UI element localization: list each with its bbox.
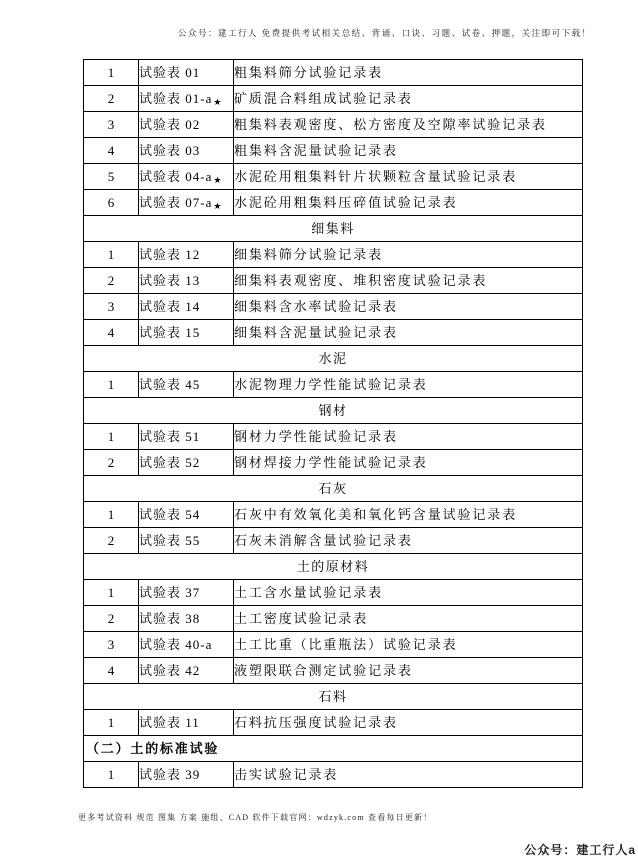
- form-code-text: 试验表 51: [139, 429, 201, 444]
- form-code: [139, 710, 234, 736]
- form-code-text: 试验表 38: [139, 611, 201, 626]
- form-code-text: 试验表 37: [139, 585, 201, 600]
- section-title: 石料: [84, 684, 583, 710]
- row-number: 3: [84, 112, 139, 138]
- table-row: [84, 372, 583, 398]
- row-number: 4: [84, 658, 139, 684]
- table-row: [84, 762, 583, 788]
- section-title: 细集料: [84, 216, 583, 242]
- row-number: 6: [84, 190, 139, 216]
- form-name: 石灰未消解含量试验记录表: [234, 528, 583, 554]
- form-code-text: 试验表 39: [139, 767, 201, 782]
- section-header-row: [84, 554, 583, 580]
- row-number: 1: [84, 372, 139, 398]
- row-number: 2: [84, 450, 139, 476]
- form-code: [139, 762, 234, 788]
- form-code: [139, 606, 234, 632]
- header-notice: 公众号：建工行人 免费提供考试相关总结、背诵、口诀、习题、试卷、押题，关注即可下载！: [178, 28, 592, 38]
- table-body: [84, 60, 583, 788]
- table-row: [84, 424, 583, 450]
- form-code: [139, 372, 234, 398]
- table-row: [84, 86, 583, 112]
- form-name: 土工密度试验记录表: [234, 606, 583, 632]
- form-code-text: 试验表 02: [139, 117, 201, 132]
- form-code: [139, 658, 234, 684]
- form-code: [139, 450, 234, 476]
- form-code: [139, 424, 234, 450]
- form-name: 石灰中有效氧化美和氧化钙含量试验记录表: [234, 502, 583, 528]
- form-name: 细集料含泥量试验记录表: [234, 320, 583, 346]
- table-row: [84, 320, 583, 346]
- form-code: [139, 528, 234, 554]
- form-name: 击实试验记录表: [234, 762, 583, 788]
- table-row: [84, 632, 583, 658]
- part-heading: （二）土的标准试验: [84, 736, 583, 762]
- form-name: 液塑限联合测定试验记录表: [234, 658, 583, 684]
- form-code: [139, 268, 234, 294]
- table-row: [84, 242, 583, 268]
- star-icon: ★: [213, 175, 222, 185]
- form-code-text: 试验表 52: [139, 455, 201, 470]
- form-name: 钢材焊接力学性能试验记录表: [234, 450, 583, 476]
- section-header-row: [84, 398, 583, 424]
- form-name: 水泥物理力学性能试验记录表: [234, 372, 583, 398]
- row-number: 2: [84, 528, 139, 554]
- row-number: 1: [84, 762, 139, 788]
- watermark-label: 公众号：建工行人a: [524, 843, 636, 857]
- row-number: 5: [84, 164, 139, 190]
- form-name: 钢材力学性能试验记录表: [234, 424, 583, 450]
- table-row: [84, 606, 583, 632]
- table-row: [84, 164, 583, 190]
- table-row: [84, 658, 583, 684]
- row-number: 1: [84, 424, 139, 450]
- form-name: 细集料含水率试验记录表: [234, 294, 583, 320]
- section-title: 钢材: [84, 398, 583, 424]
- form-code-text: 试验表 11: [139, 715, 200, 730]
- form-code-text: 试验表 07-a: [139, 195, 213, 210]
- form-code-text: 试验表 03: [139, 143, 201, 158]
- row-number: 4: [84, 320, 139, 346]
- form-name: 细集料筛分试验记录表: [234, 242, 583, 268]
- form-code-text: 试验表 54: [139, 507, 201, 522]
- form-code: [139, 112, 234, 138]
- form-code: [139, 86, 234, 112]
- row-number: 1: [84, 580, 139, 606]
- row-number: 2: [84, 86, 139, 112]
- form-name: 石料抗压强度试验记录表: [234, 710, 583, 736]
- form-name: 粗集料含泥量试验记录表: [234, 138, 583, 164]
- section-title: 水泥: [84, 346, 583, 372]
- table-row: [84, 112, 583, 138]
- form-name: 土工比重（比重瓶法）试验记录表: [234, 632, 583, 658]
- form-name: 土工含水量试验记录表: [234, 580, 583, 606]
- section-header-row: [84, 476, 583, 502]
- form-code-text: 试验表 42: [139, 663, 201, 678]
- form-code: [139, 580, 234, 606]
- form-name: 水泥砼用粗集料压碎值试验记录表: [234, 190, 583, 216]
- table-row: [84, 268, 583, 294]
- table-row: [84, 294, 583, 320]
- row-number: 1: [84, 242, 139, 268]
- form-code-text: 试验表 40-a: [139, 637, 213, 652]
- form-code-text: 试验表 01-a: [139, 91, 213, 106]
- form-name: 粗集料筛分试验记录表: [234, 60, 583, 86]
- form-code: [139, 502, 234, 528]
- star-icon: ★: [213, 97, 222, 107]
- form-code: [139, 138, 234, 164]
- table-row: [84, 450, 583, 476]
- row-number: 1: [84, 60, 139, 86]
- footer-note: 更多考试资料 规范 图集 方案 施组、CAD 软件下载官网：wdzyk.com 查看每日更新！: [78, 813, 433, 822]
- section-header-row: [84, 346, 583, 372]
- form-code-text: 试验表 45: [139, 377, 201, 392]
- row-number: 4: [84, 138, 139, 164]
- form-code: [139, 632, 234, 658]
- section-title: 石灰: [84, 476, 583, 502]
- table-row: [84, 502, 583, 528]
- row-number: 3: [84, 294, 139, 320]
- section-header-row: [84, 684, 583, 710]
- form-name: 水泥砼用粗集料针片状颗粒含量试验记录表: [234, 164, 583, 190]
- row-number: 1: [84, 502, 139, 528]
- form-code: [139, 164, 234, 190]
- form-name: 矿质混合料组成试验记录表: [234, 86, 583, 112]
- form-name: 细集料表观密度、堆积密度试验记录表: [234, 268, 583, 294]
- table-row: [84, 580, 583, 606]
- table-row: [84, 528, 583, 554]
- form-code-text: 试验表 55: [139, 533, 201, 548]
- form-code-text: 试验表 01: [139, 65, 201, 80]
- form-code: [139, 242, 234, 268]
- test-forms-table: [83, 59, 583, 788]
- form-code: [139, 320, 234, 346]
- form-code: [139, 60, 234, 86]
- table-row: [84, 190, 583, 216]
- form-code-text: 试验表 04-a: [139, 169, 213, 184]
- part-heading-row: [84, 736, 583, 762]
- form-name: 粗集料表观密度、松方密度及空隙率试验记录表: [234, 112, 583, 138]
- table-row: [84, 138, 583, 164]
- row-number: 1: [84, 710, 139, 736]
- form-code-text: 试验表 14: [139, 299, 201, 314]
- form-code: [139, 294, 234, 320]
- table-row: [84, 60, 583, 86]
- star-icon: ★: [213, 201, 222, 211]
- section-title: 土的原材料: [84, 554, 583, 580]
- row-number: 3: [84, 632, 139, 658]
- table-row: [84, 710, 583, 736]
- section-header-row: [84, 216, 583, 242]
- form-code-text: 试验表 12: [139, 247, 201, 262]
- form-code-text: 试验表 13: [139, 273, 201, 288]
- row-number: 2: [84, 268, 139, 294]
- row-number: 2: [84, 606, 139, 632]
- form-code: [139, 190, 234, 216]
- form-code-text: 试验表 15: [139, 325, 201, 340]
